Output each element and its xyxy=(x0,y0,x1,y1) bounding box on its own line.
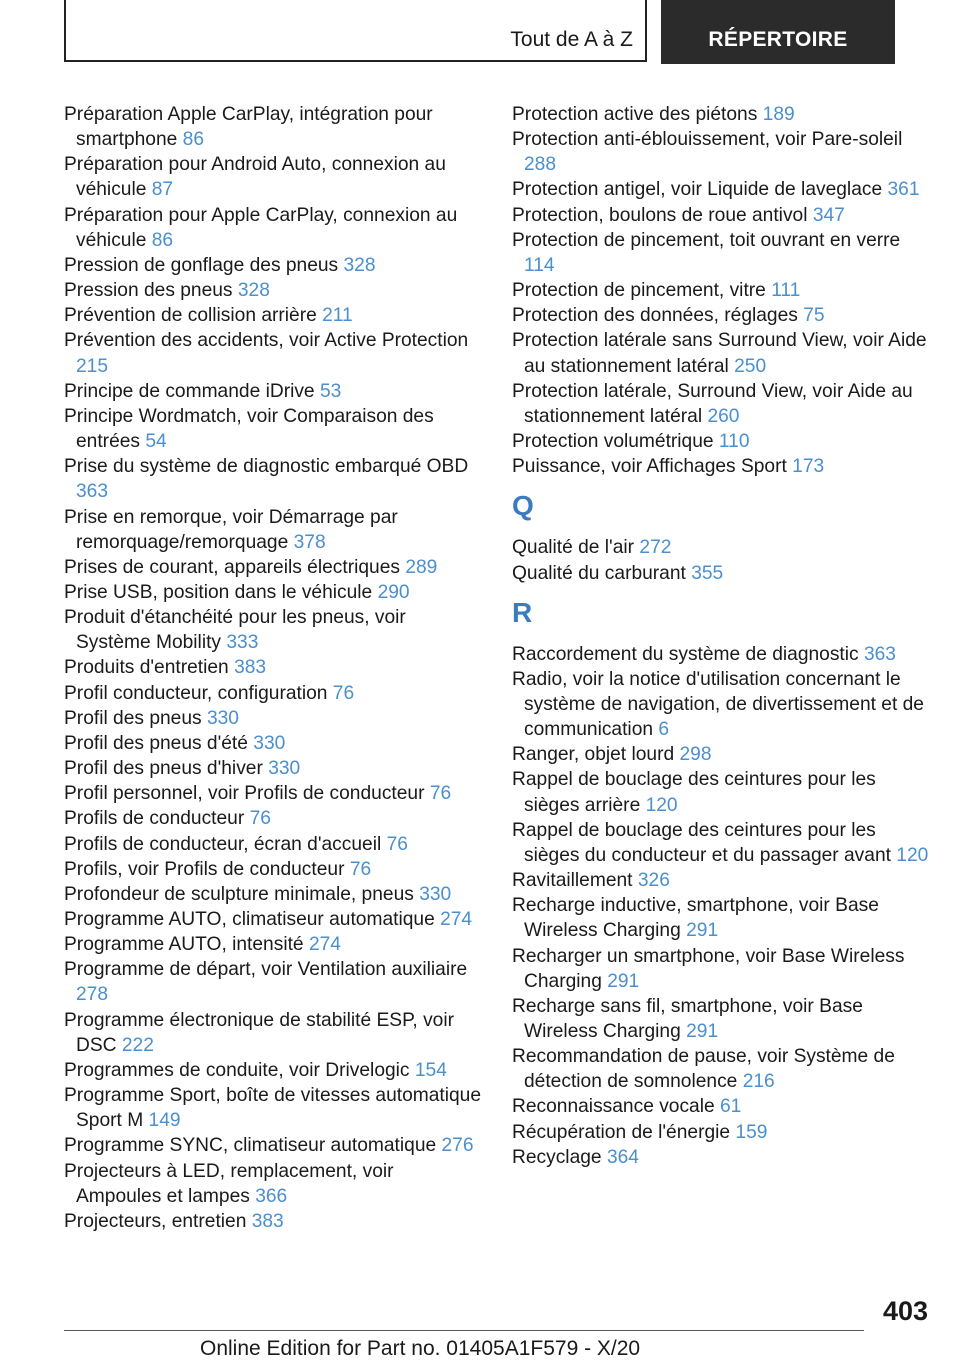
index-entry: Préparation pour Android Auto, connexion au véhicule 87 xyxy=(64,154,446,201)
page-link[interactable]: 61 xyxy=(720,1096,742,1118)
index-entry: Radio, voir la notice d'utilisation concernant le système de navigation, de divertissement et de communication 6 xyxy=(512,668,924,741)
page-link[interactable]: 87 xyxy=(151,179,174,201)
page-link[interactable]: 215 xyxy=(76,355,109,377)
index-entry: Profils de conducteur 76 xyxy=(64,808,271,830)
page-link[interactable]: 86 xyxy=(151,229,174,251)
index-entry: Profils, voir Profils de conducteur 76 xyxy=(64,858,372,880)
page-link[interactable]: 328 xyxy=(343,254,376,276)
page-link[interactable]: 276 xyxy=(441,1135,474,1157)
page-link[interactable]: 173 xyxy=(792,456,825,478)
page-number: 403 xyxy=(882,1296,928,1326)
page-link[interactable]: 76 xyxy=(332,682,355,704)
index-entry: Protection latérale, Surround View, voir Aide au stationnement latéral 260 xyxy=(512,380,913,427)
index-entry: Récupération de l'énergie 159 xyxy=(512,1121,768,1143)
page-link[interactable]: 347 xyxy=(812,204,845,226)
index-entry: Préparation Apple CarPlay, intégration pour smartphone 86 xyxy=(64,104,433,151)
page-link[interactable]: 378 xyxy=(293,531,326,553)
page-link[interactable]: 216 xyxy=(742,1071,775,1093)
index-entry: Préparation pour Apple CarPlay, connexion au véhicule 86 xyxy=(64,204,458,251)
index-entry: Prises de courant, appareils électriques 289 xyxy=(64,556,438,578)
index-entry: Rappel de bouclage des ceintures pour les sièges du conducteur et du passager avant 120 xyxy=(512,819,929,866)
index-entry: Profil des pneus d'hiver 330 xyxy=(64,758,301,780)
page-link[interactable]: 288 xyxy=(524,154,557,176)
page-link[interactable]: 330 xyxy=(419,883,452,905)
page-link[interactable]: 54 xyxy=(145,431,167,453)
index-entry: Prise USB, position dans le véhicule 290 xyxy=(64,581,410,603)
page-link[interactable]: 383 xyxy=(234,657,267,679)
letter-heading-r: R xyxy=(512,596,533,628)
index-entry: Profil personnel, voir Profils de conducteur 76 xyxy=(64,783,452,805)
index-entry: Recharge sans fil, smartphone, voir Base Wireless Charging 291 xyxy=(512,995,863,1042)
index-entry: Rappel de bouclage des ceintures pour les sièges arrière 120 xyxy=(512,769,876,816)
index-entry: Recommandation de pause, voir Système de détection de somnolence 216 xyxy=(512,1046,895,1093)
header-section-tab xyxy=(661,0,895,64)
index-entry: Prévention des accidents, voir Active Protection 215 xyxy=(64,330,469,377)
index-entry: Prévention de collision arrière 211 xyxy=(64,305,353,327)
page-link[interactable]: 154 xyxy=(414,1059,447,1081)
page-link[interactable]: 355 xyxy=(691,562,724,584)
page-link[interactable]: 274 xyxy=(440,909,473,930)
index-entry: Produits d'entretien 383 xyxy=(64,657,267,679)
index-entry: Produit d'étanchéité pour les pneus, voir Système Mobility 333 xyxy=(64,607,406,654)
page-link[interactable]: 330 xyxy=(206,707,239,729)
page-link[interactable]: 366 xyxy=(255,1185,288,1207)
letter-heading-q: Q xyxy=(512,490,534,522)
page-link[interactable]: 326 xyxy=(637,870,670,892)
index-entry: Profil des pneus d'été 330 xyxy=(64,732,286,754)
index-entry: Pression de gonflage des pneus 328 xyxy=(64,254,376,276)
index-entry: Principe de commande iDrive 53 xyxy=(64,380,342,402)
page-link[interactable]: 76 xyxy=(249,808,271,830)
header-title-box xyxy=(64,0,647,62)
page-header xyxy=(64,0,895,64)
page-link[interactable]: 120 xyxy=(645,794,678,816)
page-link[interactable]: 298 xyxy=(679,744,712,766)
index-entry: Protection de pincement, toit ouvrant en verre 114 xyxy=(512,229,901,276)
index-entry: Ranger, objet lourd 298 xyxy=(512,744,712,766)
index-entry: Protection de pincement, vitre 111 xyxy=(512,280,801,302)
index-entry: Recharge inductive, smartphone, voir Base Wireless Charging 291 xyxy=(512,895,879,942)
page-link[interactable]: 272 xyxy=(639,537,672,559)
index-entry: Ravitaillement 326 xyxy=(512,870,670,892)
index-entry: Programme AUTO, climatiseur automatique 274 xyxy=(64,909,473,930)
index-entry: Protection volumétrique 110 xyxy=(512,431,750,453)
page-link[interactable]: 363 xyxy=(76,481,109,503)
page-link[interactable]: 278 xyxy=(76,984,109,1006)
page-link[interactable]: 75 xyxy=(803,305,825,327)
index-entry: Projecteurs, entretien 383 xyxy=(64,1210,284,1232)
index-entry: Protection latérale sans Surround View, voir Aide au stationnement latéral 250 xyxy=(512,330,927,377)
section-title: RÉPERTOIRE xyxy=(708,28,848,51)
index-entry: Prise en remorque, voir Démarrage par remorquage/remorquage 378 xyxy=(64,506,398,553)
chapter-title: Tout de A à Z xyxy=(510,28,633,51)
page-link[interactable]: 291 xyxy=(686,920,719,942)
page-link[interactable]: 53 xyxy=(319,380,342,402)
index-entry: Recharger un smartphone, voir Base Wireless Charging 291 xyxy=(512,945,905,992)
index-entry: Profondeur de sculpture minimale, pneus 330 xyxy=(64,883,452,905)
page-link[interactable]: 6 xyxy=(658,719,670,741)
footer-divider xyxy=(64,1330,864,1331)
page-link[interactable]: 76 xyxy=(349,858,372,880)
index-entry: Reconnaissance vocale 61 xyxy=(512,1096,742,1118)
page-link[interactable]: 290 xyxy=(377,581,410,603)
index-column-left xyxy=(64,102,482,1234)
index-entry: Qualité du carburant 355 xyxy=(512,562,724,584)
index-entry: Principe Wordmatch, voir Comparaison des entrées 54 xyxy=(64,405,434,453)
index-column-right xyxy=(512,102,932,1170)
page-link[interactable]: 76 xyxy=(386,833,408,855)
page-link[interactable]: 120 xyxy=(896,844,929,866)
index-entry: Projecteurs à LED, remplacement, voir Ampoules et lampes 366 xyxy=(64,1160,394,1207)
index-entry: Protection des données, réglages 75 xyxy=(512,305,825,327)
page-link[interactable]: 291 xyxy=(607,970,640,992)
page-link[interactable]: 250 xyxy=(734,355,767,377)
page-link[interactable]: 328 xyxy=(237,280,270,302)
footer-edition-text: Online Edition for Part no. 01405A1F579 - X/20 xyxy=(200,1337,641,1360)
index-entry: Raccordement du système de diagnostic 363 xyxy=(512,643,896,665)
page-link[interactable]: 110 xyxy=(718,431,750,453)
page-link[interactable]: 330 xyxy=(268,758,301,780)
index-entry: Programme de départ, voir Ventilation auxiliaire 278 xyxy=(64,959,468,1006)
page-link[interactable]: 86 xyxy=(182,129,205,151)
index-entry: Profil conducteur, configuration 76 xyxy=(64,682,355,704)
index-entry: Programmes de conduite, voir Drivelogic 154 xyxy=(64,1059,447,1081)
index-entry: Profil des pneus 330 xyxy=(64,707,239,729)
page-link[interactable]: 114 xyxy=(524,254,555,276)
page-link[interactable]: 333 xyxy=(226,632,259,654)
page-link[interactable]: 149 xyxy=(148,1110,181,1132)
page-link[interactable]: 383 xyxy=(251,1210,284,1232)
index-entry: Qualité de l'air 272 xyxy=(512,537,672,559)
page-link[interactable]: 76 xyxy=(429,783,452,805)
index-entry: Recyclage 364 xyxy=(512,1146,639,1168)
page-link[interactable]: 291 xyxy=(686,1021,719,1042)
index-entry: Programme SYNC, climatiseur automatique 276 xyxy=(64,1135,474,1157)
index-entry: Protection antigel, voir Liquide de laveglace 361 xyxy=(512,179,920,201)
index-entry: Protection active des piétons 189 xyxy=(512,104,795,125)
page-link[interactable]: 289 xyxy=(405,556,438,578)
page-link[interactable]: 159 xyxy=(735,1121,768,1143)
index-entry: Prise du système de diagnostic embarqué OBD 363 xyxy=(64,456,469,503)
index-entry: Puissance, voir Affichages Sport 173 xyxy=(512,456,825,478)
index-entry: Programme électronique de stabilité ESP, voir DSC 222 xyxy=(64,1009,454,1056)
page-link[interactable]: 364 xyxy=(606,1146,639,1168)
index-entry: Pression des pneus 328 xyxy=(64,280,270,302)
page-link[interactable]: 222 xyxy=(121,1034,154,1056)
page-link[interactable]: 330 xyxy=(253,732,286,754)
page-link[interactable]: 274 xyxy=(308,934,341,956)
index-entry: Protection anti-éblouissement, voir Pare-soleil 288 xyxy=(512,129,903,176)
index-entry: Programme Sport, boîte de vitesses automatique Sport M 149 xyxy=(64,1085,482,1132)
page-link[interactable]: 363 xyxy=(863,643,896,665)
index-entry: Profils de conducteur, écran d'accueil 76 xyxy=(64,833,408,855)
index-entry: Programme AUTO, intensité 274 xyxy=(64,934,341,956)
page-link[interactable]: 189 xyxy=(762,104,795,125)
page-link[interactable]: 211 xyxy=(322,305,353,327)
page-link[interactable]: 260 xyxy=(707,405,740,427)
page-link[interactable]: 361 xyxy=(887,179,920,201)
page-link[interactable]: 111 xyxy=(771,280,801,302)
index-entry: Protection, boulons de roue antivol 347 xyxy=(512,204,845,226)
